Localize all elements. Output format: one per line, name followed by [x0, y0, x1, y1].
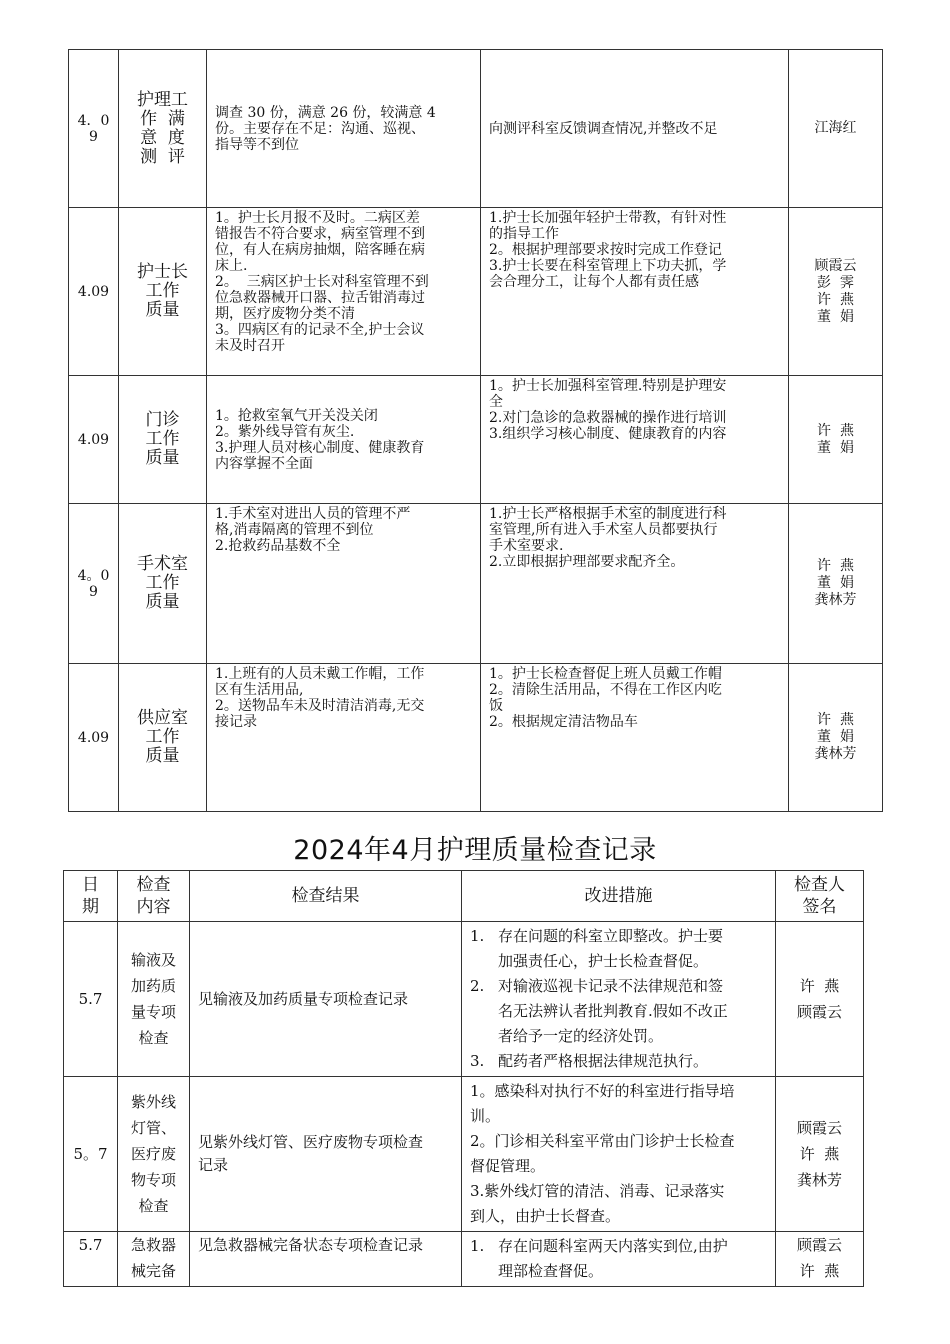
improvement-measure: 1. 存在问题的科室立即整改。护士要 加强责任心，护士长检查督促。 2. 对输液巡视卡记录不法律规范和签 名无法辨认者批判教育.假如不改正 者给予一定的经济处罚。 3. 配药者严格根据法律规范执行。 — [462, 922, 776, 1077]
table-row — [69, 208, 883, 376]
check-date: 5.7 — [64, 1232, 118, 1287]
check-date: 5。7 — [64, 1077, 118, 1232]
header-date: 日 期 — [64, 871, 118, 922]
table-row — [69, 664, 883, 812]
table-row — [69, 504, 883, 664]
check-result: 调查 30 份，满意 26 份，较满意 4 份。主要存在不足：沟通、巡视、 指导等不到位 — [207, 50, 481, 208]
table-row — [69, 376, 883, 504]
improvement-measure: 向测评科室反馈调查情况,并整改不足 — [481, 50, 789, 208]
check-date: 5.7 — [64, 922, 118, 1077]
check-result: 1.手术室对进出人员的管理不严 格,消毒隔离的管理不到位 2.抢救药品基数不全 — [207, 504, 481, 664]
inspection-record-table — [63, 870, 864, 1287]
page-title: 2024年4月护理质量检查记录 — [293, 835, 657, 866]
improvement-measure: 1。护士长加强科室管理.特别是护理安 全 2.对门急诊的急救器械的操作进行培训 3.组织学习核心制度、健康教育的内容 — [481, 376, 789, 504]
header-item: 检查 内容 — [118, 871, 190, 922]
signer: 顾霞云 许 燕 — [776, 1232, 864, 1287]
signer: 许 燕 董 娟 龚林芳 — [789, 504, 883, 664]
check-item: 急救器 械完备 — [118, 1232, 190, 1287]
check-result: 见急救器械完备状态专项检查记录 — [190, 1232, 462, 1287]
inspection-table-continued — [68, 49, 883, 812]
table-header-row — [64, 871, 864, 922]
check-item: 输液及 加药质 量专项 检查 — [118, 922, 190, 1077]
check-item: 手术室 工作 质量 — [119, 504, 207, 664]
table-row — [64, 922, 864, 1077]
check-result: 见输液及加药质量专项检查记录 — [190, 922, 462, 1077]
signer: 顾霞云 彭 霁 许 燕 董 娟 — [789, 208, 883, 376]
signer: 许 燕 顾霞云 — [776, 922, 864, 1077]
table-row — [64, 1232, 864, 1287]
header-signer: 检查人 签名 — [776, 871, 864, 922]
check-result: 1。抢救室氧气开关没关闭 2。紫外线导管有灰尘. 3.护理人员对核心制度、健康教育 内容掌握不全面 — [207, 376, 481, 504]
check-item: 门诊 工作 质量 — [119, 376, 207, 504]
check-date: 4.09 — [69, 376, 119, 504]
signer: 许 燕 董 娟 — [789, 376, 883, 504]
improvement-measure: 1。感染科对执行不好的科室进行指导培 训。 2。门诊相关科室平常由门诊护士长检查 督促管理。 3.紫外线灯管的清洁、消毒、记录落实 到人，由护士长督查。 — [462, 1077, 776, 1232]
signer: 许 燕 董 娟 龚林芳 — [789, 664, 883, 812]
improvement-measure: 1.护士长严格根据手术室的制度进行科 室管理,所有进入手术室人员都要执行 手术室要求. 2.立即根据护理部要求配齐全。 — [481, 504, 789, 664]
table-row — [69, 50, 883, 208]
improvement-measure: 1.护士长加强年轻护士带教，有针对性 的指导工作 2。根据护理部要求按时完成工作登记 3.护士长要在科室管理上下功夫抓，学 会合理分工，让每个人都有责任感 — [481, 208, 789, 376]
check-date: 4。0 9 — [69, 504, 119, 664]
header-result: 检查结果 — [190, 871, 462, 922]
improvement-measure: 1。护士长检查督促上班人员戴工作帽 2。清除生活用品，不得在工作区内吃 饭 2。根据规定清洁物品车 — [481, 664, 789, 812]
header-measure: 改进措施 — [462, 871, 776, 922]
signer: 顾霞云 许 燕 龚林芳 — [776, 1077, 864, 1232]
check-item: 供应室 工作 质量 — [119, 664, 207, 812]
check-date: 4.09 — [69, 208, 119, 376]
improvement-measure: 1. 存在问题科室两天内落实到位,由护 理部检查督促。 — [462, 1232, 776, 1287]
check-result: 1。护士长月报不及时。二病区差 错报告不符合要求，病室管理不到 位，有人在病房抽烟，陪客睡在病 床上. 2。 三病区护士长对科室管理不到 位急救器械开口器、拉舌钳消毒过 期，医疗废物分类不清 3。四病区有的记录不全,护士会议 未及时召开 — [207, 208, 481, 376]
check-date: 4．0 9 — [69, 50, 119, 208]
check-result: 见紫外线灯管、医疗废物专项检查 记录 — [190, 1077, 462, 1232]
check-item: 护士长 工作 质量 — [119, 208, 207, 376]
signer: 江海红 — [789, 50, 883, 208]
check-date: 4.09 — [69, 664, 119, 812]
check-result: 1.上班有的人员未戴工作帽，工作 区有生活用品, 2。送物品车未及时清洁消毒,无交 接记录 — [207, 664, 481, 812]
table-row — [64, 1077, 864, 1232]
check-item: 紫外线 灯管、 医疗废 物专项 检查 — [118, 1077, 190, 1232]
check-item: 护理工 作 满 意 度 测 评 — [119, 50, 207, 208]
